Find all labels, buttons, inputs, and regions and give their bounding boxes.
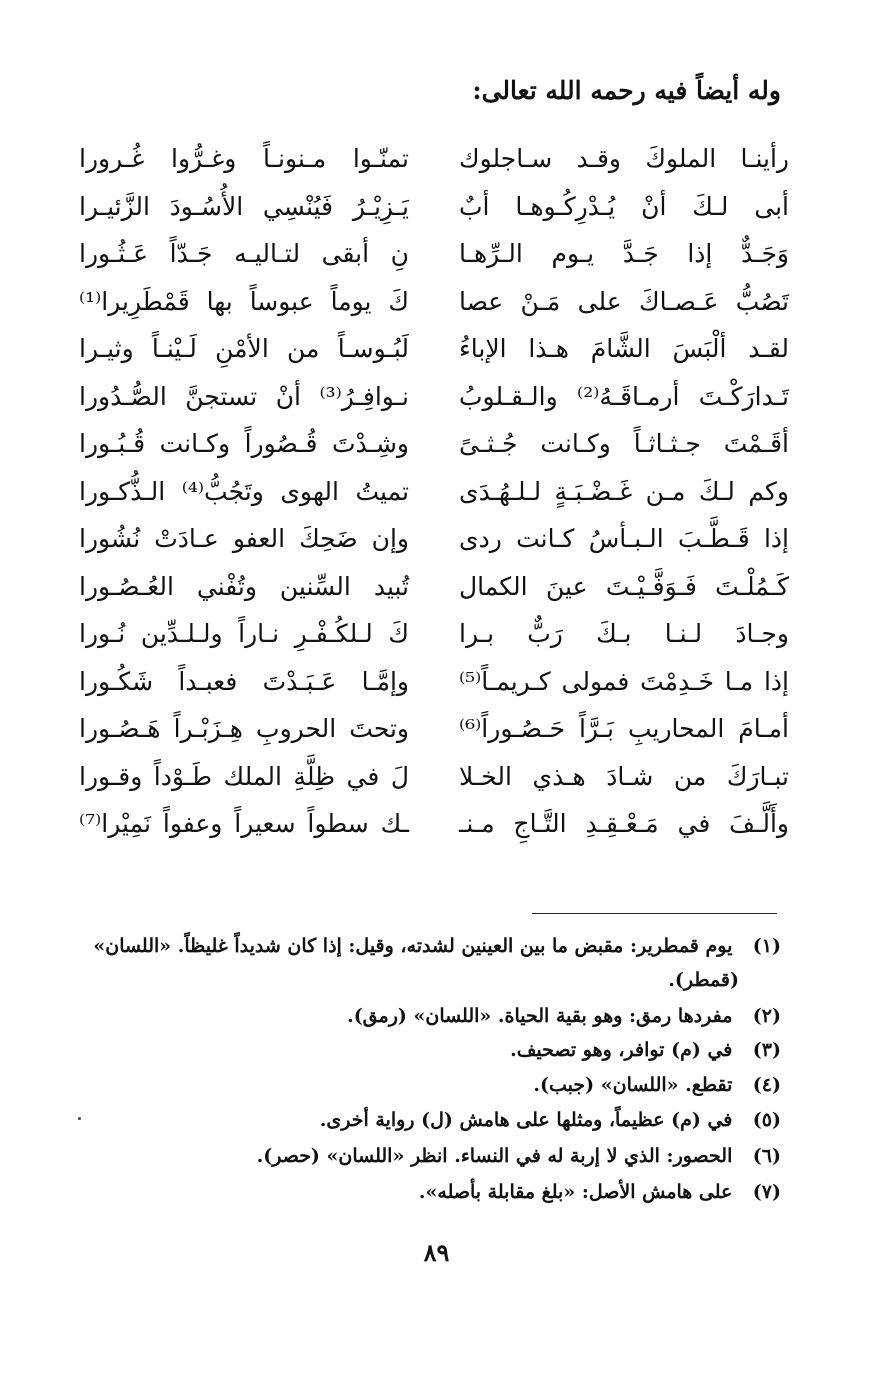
footnote-number: (٧) xyxy=(752,1181,781,1203)
verse-first-hemistich: أبى لـكَ أنْ يُـدْرِكُـوهـا أبٌ xyxy=(459,191,789,221)
footnote-7 xyxy=(81,1176,781,1208)
verse-second-hemistich: لَ في ظِلَّةِ الملك طَـوْداً وقـورا xyxy=(79,761,409,791)
verse-second-hemistich: يَـزِيْـرُ فَيُنْسِي الأُسُـودَ الزَّئيـرا xyxy=(79,191,409,221)
verse-second-hemistich: لَبُـوسـاً من الأمْنِ لَـيْنـاً وثيـرا xyxy=(79,334,409,363)
verse-4 xyxy=(79,277,789,327)
footnote-number: (٥) xyxy=(752,1109,781,1131)
verse-first-hemistich: إذا مـا خَـدِمْتَ فمولى كـريمـاً⁽⁵⁾ xyxy=(459,666,789,696)
verse-second-hemistich: وإمَّـا عَـبَـدْتَ فعبـداً شَكُـورا xyxy=(79,666,409,696)
margin-speck xyxy=(78,1117,81,1120)
footnote-6 xyxy=(81,1140,781,1172)
verse-10 xyxy=(79,562,789,612)
footnote-text: تقطع. «اللسان» (جبب). xyxy=(533,1074,733,1096)
verse-12 xyxy=(79,657,789,707)
verse-7 xyxy=(79,419,789,469)
verse-first-hemistich: إذا قَـطَّـبَ الـبـأسُ كـانت ردى xyxy=(459,524,789,553)
footnote-2 xyxy=(81,1000,781,1032)
footnote-number: (٤) xyxy=(752,1074,781,1096)
verse-first-hemistich: أمـامَ المحاريبِ بَـرَّاً حَـصُـوراً⁽⁶⁾ xyxy=(459,714,789,743)
verse-second-hemistich: نـوافِـرُ⁽³⁾ أنْ تستجنَّ الصُّـدُورا xyxy=(79,381,409,411)
verse-13 xyxy=(79,704,789,754)
footnote-4 xyxy=(81,1069,781,1101)
verse-first-hemistich: وَجَـدٌّ إذا جَـدَّ يـوم الـرِّهـا xyxy=(459,239,789,268)
footnote-5 xyxy=(81,1104,781,1136)
page-number: ٨٩ xyxy=(423,1238,450,1267)
verse-2 xyxy=(79,182,789,232)
verse-second-hemistich: كَ لـلكُـفْـرِ نـاراً ولـلـدِّين نُـورا xyxy=(79,619,409,648)
footnote-text: على هامش الأصل: «بلغ مقابلة بأصله». xyxy=(418,1181,733,1203)
verse-second-hemistich: وتحتَ الحروبِ هِـزَبْـراً هَـصُـورا xyxy=(79,714,409,743)
poem-body xyxy=(79,134,789,854)
verse-second-hemistich: تُبيد السِّنين وتُفْني العُـصُـورا xyxy=(79,571,409,601)
footnote-text: في (م) عظيماً، ومثلها على هامش (ل) رواية أخرى. xyxy=(319,1109,733,1131)
footnote-text: مفردها رمق: وهو بقية الحياة. «اللسان» (رمق). xyxy=(347,1005,733,1027)
verse-second-hemistich: ـك سطواً سعيراً وعفواً نَمِيْرا⁽⁷⁾ xyxy=(79,809,409,838)
verse-15 xyxy=(79,799,789,849)
verse-first-hemistich: لقـد ألْبَسَ الشَّامَ هـذا الإباءُ xyxy=(459,334,789,363)
footnote-text: الحصور: الذي لا إربة له في النساء. انظر «اللسان» (حصر). xyxy=(256,1145,733,1167)
poem-heading: وله أيضاً فيه رحمه الله تعالى: xyxy=(472,76,781,105)
verse-9 xyxy=(79,514,789,564)
footnote-number: (١) xyxy=(752,935,781,957)
verse-5 xyxy=(79,324,789,374)
verse-first-hemistich: رأينـا الملوكَ وقـد سـاجلوك xyxy=(459,144,789,173)
verse-1 xyxy=(79,134,789,184)
footnote-3 xyxy=(81,1034,781,1066)
verse-6 xyxy=(79,372,789,422)
verse-first-hemistich: تَـدارَكْـتَ أرمـاقَـهُ⁽²⁾ والـقـلوبُ xyxy=(459,381,789,411)
verse-first-hemistich: أقَـمْتَ جـثـاثـاً وكـانت جُـثـىً xyxy=(459,429,789,458)
verse-3 xyxy=(79,229,789,279)
verse-11 xyxy=(79,609,789,659)
footnote-1 xyxy=(81,930,781,962)
verse-second-hemistich: تمنّـوا مـنونـاً وغـرُّوا غُـرورا xyxy=(79,144,409,173)
footnote-text: يوم قمطرير: مقبض ما بين العينين لشدته، وقيل: إذا كان شديداً غليظاً. «اللسان» xyxy=(93,935,733,957)
verse-second-hemistich: وشِـدْتَ قُـصُوراً وكـانت قُـبُـورا xyxy=(79,429,409,458)
verse-14 xyxy=(79,752,789,802)
verse-second-hemistich: كَ يوماً عبوساً بها قَمْطَرِيرا⁽¹⁾ xyxy=(79,286,409,316)
verse-first-hemistich: وجـادَ لـنـا بـكَ رَبٌّ بـرا xyxy=(459,619,789,648)
verse-second-hemistich: نِ أبقى لتـاليـه جَـدّاً عَـثُـورا xyxy=(79,239,409,268)
footnote-number: (٣) xyxy=(752,1039,781,1061)
verse-first-hemistich: تَصُبُّ عَـصـاكَ على مَـنْ عصا xyxy=(459,286,789,316)
footnote-1-continuation: (قمطر). xyxy=(668,969,739,991)
verse-second-hemistich: تميتُ الهوى وتَجُبُّ⁽⁴⁾ الـذُّكـورا xyxy=(79,476,409,506)
verse-first-hemistich: كَـمُلْـتَ فَـوَفَّـيْـتَ عينَ الكمال xyxy=(459,571,789,601)
footnote-text: في (م) توافر، وهو تصحيف. xyxy=(510,1039,733,1061)
footnote-number: (٦) xyxy=(752,1145,781,1167)
verse-second-hemistich: وإن ضَحِكَ العفو عـادَتْ نُشُورا xyxy=(79,524,409,553)
footnote-number: (٢) xyxy=(752,1005,781,1027)
verse-8 xyxy=(79,467,789,517)
verse-first-hemistich: وكم لـكَ مـن غَـضْـبَـةٍ لـلـهُـدَى xyxy=(459,476,789,506)
footnote-divider xyxy=(532,913,777,914)
verse-first-hemistich: وأَلَّـفَ في مَـعْـقِـدِ التَّـاجِ مـنـ xyxy=(459,809,789,838)
verse-first-hemistich: تبـارَكَ من شـادَ هـذي الخـلا xyxy=(459,761,789,791)
